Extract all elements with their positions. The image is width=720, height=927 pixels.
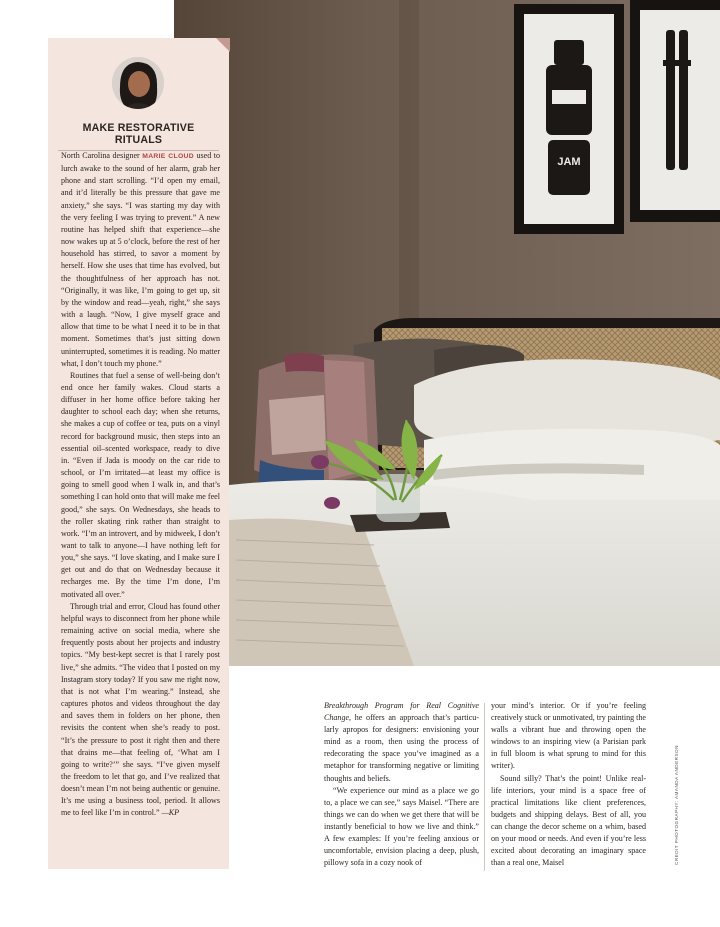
sidebar-paragraph: Routines that fuel a sense of well-being don’t end once her family wakes. Cloud starts a diffuser in her home office before taking her daughter to school each day; when she returns, she makes a cup of coffee or tea, puts on a vinyl record for background music, then steps into an essential oil–scented workspace, ready to dive in. “Even if Jada is moody on the car ride to school, or I’m irritated—at least my office is going to smell good when I walk in, and that’s something I can hold onto that will make me feel good,” she says. On Wednesdays, she heads to the roller skating rink rather than straight to work. “I’m an introvert, and by midweek, I don’t want to talk to anyone—I have nothing left for you,” she says. “I love skating, and I make sure I get out and do that on Wednesday because it recharges me. By the time I’m done, I’m motivated all over.” [61,370,220,599]
bedroom-photo [174,0,720,666]
article-paragraph: “We experience our mind as a place we go to, a place we can see,” says Maisel. “There are things we can do when we get there that will be instantly beneficial to how we live and think.” A few examples: If you’re feeling anxious or uncomfortable, envision placing a deep, plush, pillowy sofa in a cozy nook of [324,785,479,868]
article-paragraph: Sound silly? That’s the point! Unlike real-life interiors, your mind is a space free of practical limitations like client preferences, budgets and shipping delays. Best of all, you can change the decor scheme on a whim, based on your mood or needs. And even if you’re less excited about decorating an imaginary space than a real one, Maisel [491,773,646,868]
sidebar-body [61,150,220,820]
jam-can-label: JAM [557,156,581,168]
sidebar-paragraph [61,601,220,820]
article-paragraph: your mind’s interior. Or if you’re feeling creatively stuck or unmotivated, try painting the walls a vibrant hue and throwing open the windows to an inspiring view (a Parisian park in full bloom is what sprung to mind for this writer). [491,701,646,771]
column-divider [484,703,485,871]
sidebar-p1-rest: used to lurch awake to the sound of her alarm, grab her phone and start scrolling. “I’d open my email, and it’d literally be this pressure that gave me anxiety,” she says. “I was starting my day with the very feeling I was trying to prevent.” A new routine has helped shift that experience—she now wakes up at 5 o’clock, before the rest of her household has stirred, to savor a moment by herself. How she uses that time has evolved, but the thoughtfulness of her approach has not. “Originally, it was like, I’m going to get up, sit by the window and read—yeah, right,” she says with a laugh. “Now, I give myself grace and allow that time to be what I need it to be in that moment. Sometimes that’s just sitting down uninterrupted, sometimes it is reading. No matter what, I don’t touch my phone.” [61,151,220,368]
sidebar-p3-text: Through trial and error, Cloud has found other helpful ways to disconnect from her phone while remaining active on social media, where she frequently posts about her projects and industry topics. “My best-kept secret is that I rarely post live,” she admits. “The video that I posted on my Instagram story today? If you saw me right now, that is not what I’m wearing.” Instead, she captures photos and videos throughout the day and saves them in folders on her phone, then revisits the content when she’s ready to post. “It’s the pressure to post it right then and there that drains me—that feeling of, ‘What am I going to write?’” she says. “I’ve given myself the freedom to let that go, and I’ve realized that doesn’t mean I’m not being authentic or genuine. It’s me using a business tool, period. It allows me to feel like I’m in control.” [61,601,220,818]
bedroom-illustration [174,0,720,666]
book-title: Breakthrough Program for Real Cognitive Change [324,701,479,723]
designer-name: MARIE CLOUD [142,153,194,160]
portrait-image [112,57,164,109]
author-avatar [112,57,164,109]
photo-credit-text: CREDIT PHOTOGRAPHY: AMANDA ANDERSON [674,745,679,865]
sidebar-paragraph [61,150,220,370]
author-initials: —KP [161,808,180,818]
sidebar-p1-lead: North Carolina designer [61,151,143,160]
article-column-2 [491,700,646,869]
corner-fold [216,38,230,52]
photo-credit [672,745,682,865]
sidebar-heading: MAKE RESTORATIVE RITUALS [58,122,219,151]
article-paragraph [324,700,479,785]
col1-p1-text: , he offers an approach that’s particularly apropos for designers: envisioning your mind as a room, then using the process of redecorating the space you’ve imagined as a metaphor for transforming negative or limiting thoughts and beliefs. [324,713,479,783]
sidebar-box [48,38,229,869]
article-column-1 [324,700,479,869]
